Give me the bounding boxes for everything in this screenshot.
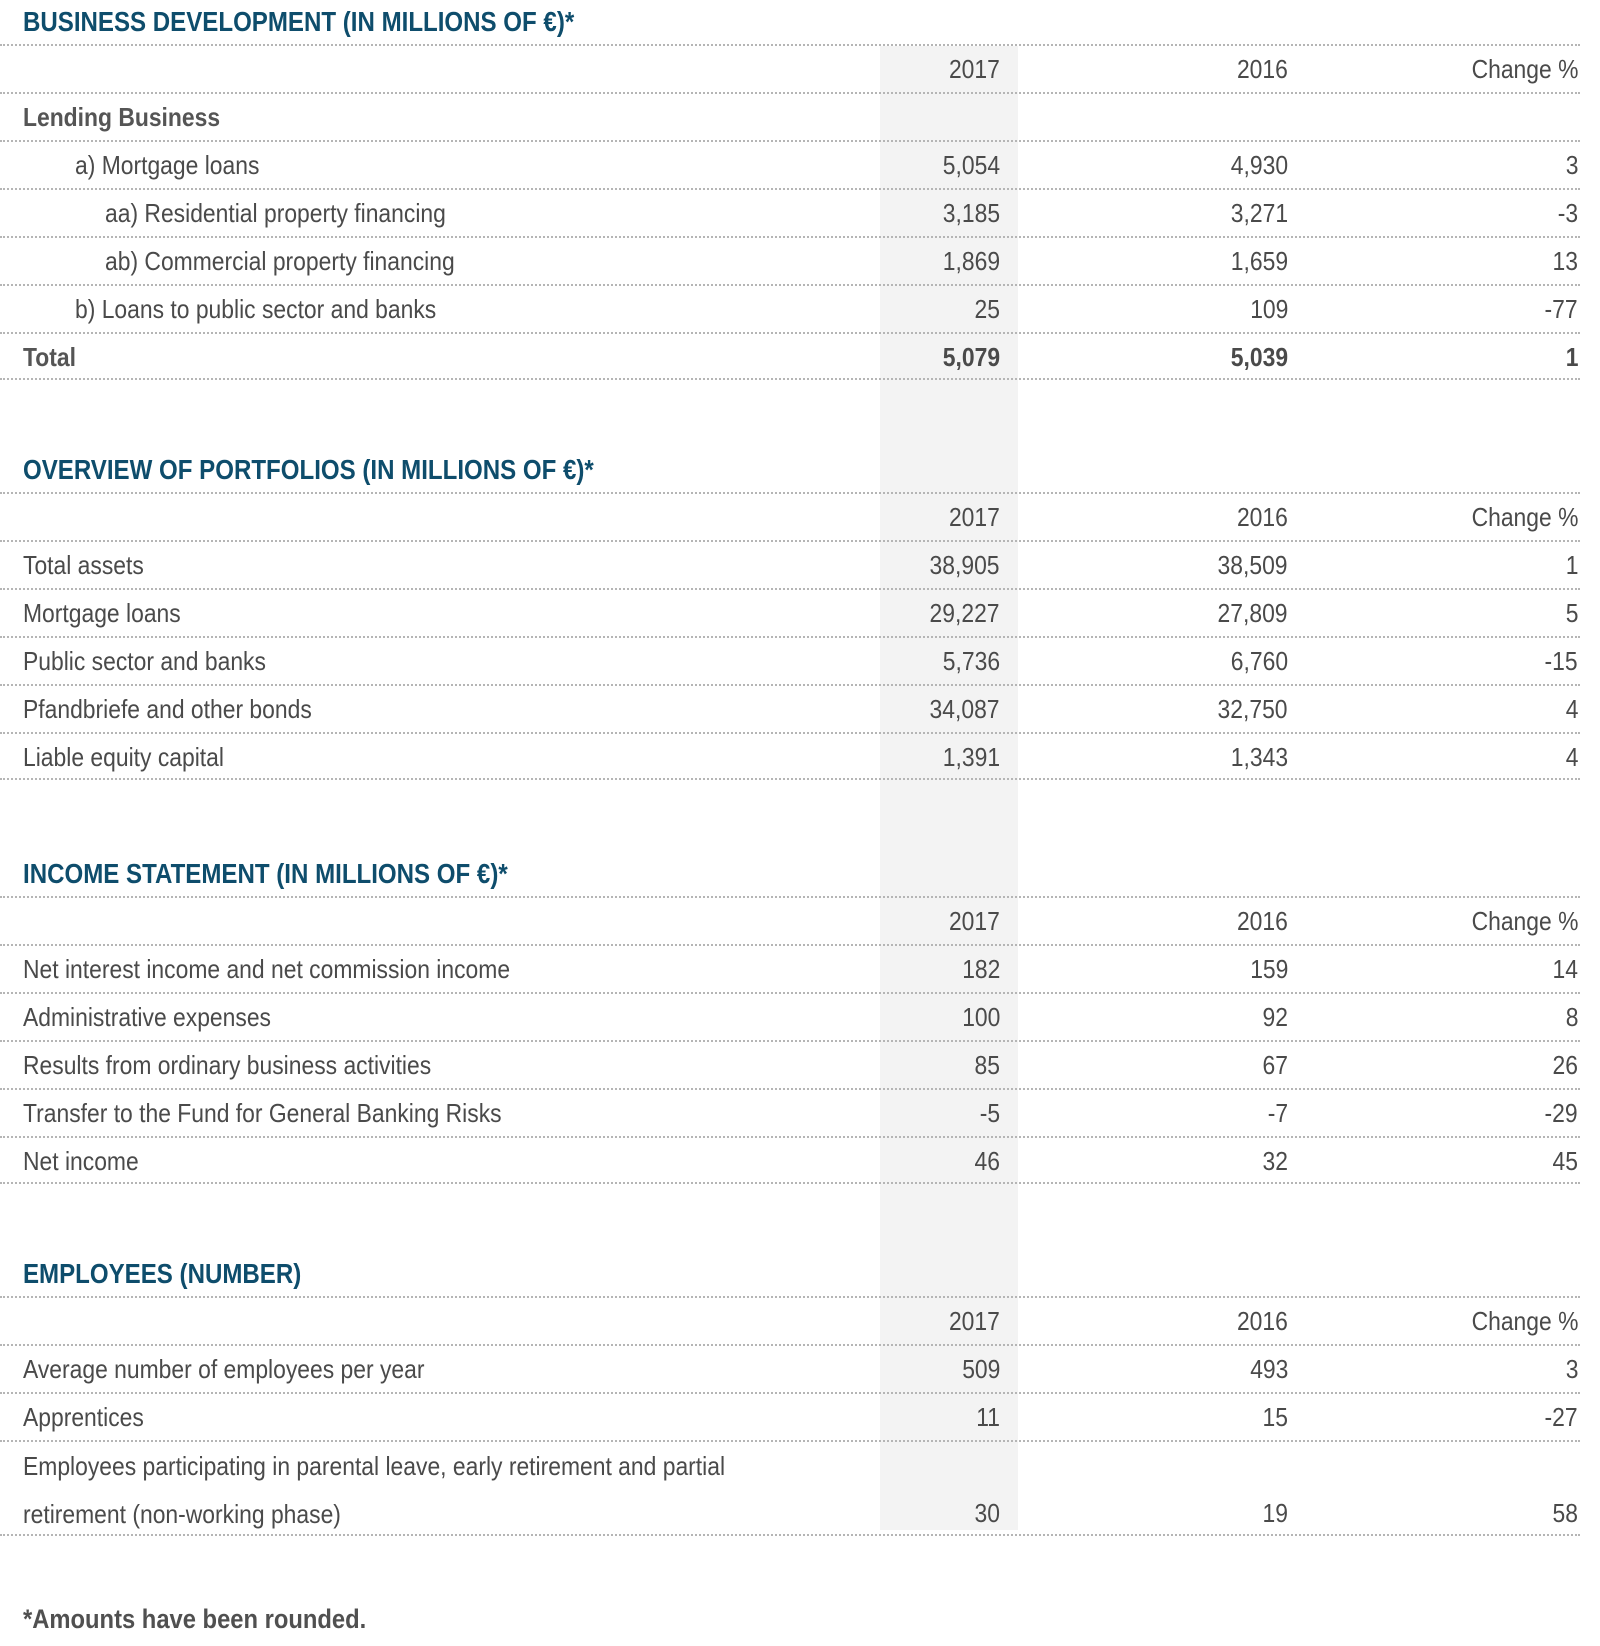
row-label: Results from ordinary business activities bbox=[23, 1050, 432, 1080]
table-row bbox=[0, 1040, 1580, 1088]
row-label: Apprentices bbox=[23, 1402, 144, 1432]
value-2016: 38,509 bbox=[1218, 550, 1288, 580]
value-2017: 30 bbox=[974, 1498, 1000, 1528]
table-row bbox=[0, 188, 1580, 236]
employees-table bbox=[0, 1252, 1580, 1536]
row-label: Transfer to the Fund for General Banking Risks bbox=[23, 1098, 502, 1128]
row-label: Average number of employees per year bbox=[23, 1354, 425, 1384]
value-2016: 6,760 bbox=[1230, 646, 1288, 676]
row-label: Administrative expenses bbox=[23, 1002, 271, 1032]
column-header-2016: 2016 bbox=[1237, 54, 1288, 84]
value-2017: 100 bbox=[961, 1002, 1000, 1032]
column-header-2016: 2016 bbox=[1237, 502, 1288, 532]
value-2016: 4,930 bbox=[1230, 150, 1288, 180]
column-header-change: Change % bbox=[1471, 54, 1578, 84]
table-row bbox=[0, 140, 1580, 188]
table-row bbox=[0, 236, 1580, 284]
table-row bbox=[0, 1344, 1580, 1392]
value-2017: 5,736 bbox=[942, 646, 1000, 676]
row-label: b) Loans to public sector and banks bbox=[75, 294, 437, 324]
value-2016: 15 bbox=[1262, 1402, 1288, 1432]
table-header-row bbox=[0, 492, 1580, 540]
value-2017: -5 bbox=[979, 1098, 1000, 1128]
value-change: -27 bbox=[1544, 1402, 1578, 1432]
value-2017: 5,079 bbox=[942, 342, 1000, 372]
table-header-row bbox=[0, 896, 1580, 944]
section-title: BUSINESS DEVELOPMENT (IN MILLIONS OF €)* bbox=[23, 6, 575, 37]
value-2016: 1,343 bbox=[1230, 742, 1288, 772]
row-label: Liable equity capital bbox=[23, 742, 224, 772]
footnote: *Amounts have been rounded. bbox=[23, 1604, 367, 1634]
column-header-2017: 2017 bbox=[949, 54, 1000, 84]
table-row bbox=[0, 636, 1580, 684]
total-row bbox=[0, 332, 1580, 380]
value-2016: 3,271 bbox=[1230, 198, 1288, 228]
section-title: INCOME STATEMENT (IN MILLIONS OF €)* bbox=[23, 858, 508, 889]
table-row bbox=[0, 684, 1580, 732]
value-2017: 509 bbox=[961, 1354, 1000, 1384]
value-2016: 19 bbox=[1262, 1498, 1288, 1528]
column-header-change: Change % bbox=[1471, 1306, 1578, 1336]
column-header-2016: 2016 bbox=[1237, 906, 1288, 936]
value-2016: 1,659 bbox=[1230, 246, 1288, 276]
value-change: 5 bbox=[1565, 598, 1578, 628]
value-2016: 159 bbox=[1249, 954, 1288, 984]
value-2017: 182 bbox=[961, 954, 1000, 984]
table-row bbox=[0, 92, 1580, 140]
value-2017: 25 bbox=[974, 294, 1000, 324]
table-row bbox=[0, 588, 1580, 636]
table-row bbox=[0, 540, 1580, 588]
income-statement-table bbox=[0, 852, 1580, 1184]
table-header-row bbox=[0, 1296, 1580, 1344]
column-header-2017: 2017 bbox=[949, 502, 1000, 532]
row-label: Net interest income and net commission income bbox=[23, 954, 511, 984]
row-label: ab) Commercial property financing bbox=[105, 246, 455, 276]
row-label: Total assets bbox=[23, 550, 144, 580]
table-header-row bbox=[0, 44, 1580, 92]
column-header-2016: 2016 bbox=[1237, 1306, 1288, 1336]
row-label: aa) Residential property financing bbox=[105, 198, 446, 228]
table-row bbox=[0, 992, 1580, 1040]
column-header-2017: 2017 bbox=[949, 906, 1000, 936]
section-title: OVERVIEW OF PORTFOLIOS (IN MILLIONS OF €)* bbox=[23, 454, 594, 485]
table-row bbox=[0, 284, 1580, 332]
value-change: 45 bbox=[1552, 1146, 1578, 1176]
portfolio-overview-table bbox=[0, 448, 1580, 780]
table-row bbox=[0, 1136, 1580, 1184]
value-change: -29 bbox=[1544, 1098, 1578, 1128]
business-development-table bbox=[0, 0, 1580, 380]
row-label: Lending Business bbox=[23, 102, 221, 132]
value-2017: 11 bbox=[976, 1402, 1000, 1432]
value-change: 4 bbox=[1565, 694, 1578, 724]
value-2016: 67 bbox=[1262, 1050, 1288, 1080]
value-2017: 5,054 bbox=[942, 150, 1000, 180]
value-2016: 5,039 bbox=[1230, 342, 1288, 372]
table-row bbox=[0, 732, 1580, 780]
section-title: EMPLOYEES (NUMBER) bbox=[23, 1258, 302, 1289]
row-label: Public sector and banks bbox=[23, 646, 266, 676]
value-change: 3 bbox=[1565, 150, 1578, 180]
value-change: 4 bbox=[1565, 742, 1578, 772]
value-change: 26 bbox=[1552, 1050, 1578, 1080]
value-2016: 493 bbox=[1249, 1354, 1288, 1384]
column-header-2017: 2017 bbox=[949, 1306, 1000, 1336]
value-2017: 34,087 bbox=[930, 694, 1000, 724]
row-label: Net income bbox=[23, 1146, 139, 1176]
value-change: 8 bbox=[1565, 1002, 1578, 1032]
value-change: 1 bbox=[1565, 342, 1578, 372]
value-2017: 46 bbox=[974, 1146, 1000, 1176]
value-change: 13 bbox=[1552, 246, 1578, 276]
value-2017: 1,869 bbox=[942, 246, 1000, 276]
value-2017: 1,391 bbox=[942, 742, 1000, 772]
value-change: 14 bbox=[1552, 954, 1578, 984]
value-2017: 85 bbox=[974, 1050, 1000, 1080]
value-2016: 109 bbox=[1249, 294, 1288, 324]
column-header-change: Change % bbox=[1471, 502, 1578, 532]
table-row bbox=[0, 1392, 1580, 1440]
value-change: -77 bbox=[1544, 294, 1578, 324]
value-2016: 92 bbox=[1262, 1002, 1288, 1032]
value-2017: 3,185 bbox=[942, 198, 1000, 228]
value-2016: 32 bbox=[1262, 1146, 1288, 1176]
value-change: 3 bbox=[1565, 1354, 1578, 1384]
column-header-change: Change % bbox=[1471, 906, 1578, 936]
table-row bbox=[0, 944, 1580, 992]
value-2016: 32,750 bbox=[1218, 694, 1288, 724]
row-label: Employees participating in parental leave, early retirement and partial retirement (non-working phase) bbox=[23, 1451, 726, 1529]
table-row bbox=[0, 1440, 1580, 1536]
value-change: 1 bbox=[1565, 550, 1578, 580]
value-2016: 27,809 bbox=[1218, 598, 1288, 628]
table-row bbox=[0, 1088, 1580, 1136]
value-2017: 29,227 bbox=[930, 598, 1000, 628]
value-change: -3 bbox=[1557, 198, 1578, 228]
value-2016: -7 bbox=[1267, 1098, 1288, 1128]
row-label: Mortgage loans bbox=[23, 598, 181, 628]
value-change: -15 bbox=[1544, 646, 1578, 676]
row-label: a) Mortgage loans bbox=[75, 150, 260, 180]
value-change: 58 bbox=[1552, 1498, 1578, 1528]
row-label: Pfandbriefe and other bonds bbox=[23, 694, 312, 724]
value-2017: 38,905 bbox=[930, 550, 1000, 580]
row-label: Total bbox=[23, 342, 76, 372]
